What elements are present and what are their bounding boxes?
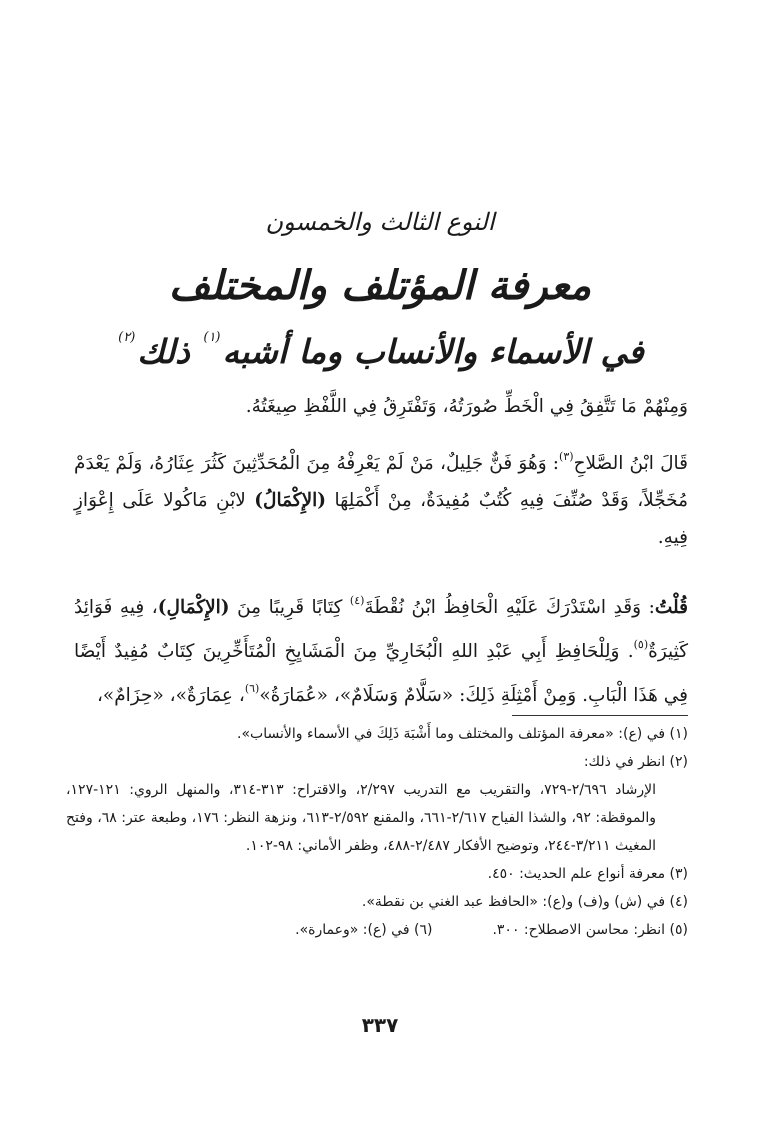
subtitle-text-a: في الأسماء والأنساب وما أشبه (222, 332, 644, 371)
footnote-3: (٣) معرفة أنواع علم الحديث: ٤٥٠. (487, 866, 688, 882)
footnote-2-body: الإرشاد ٢/٦٩٦-٧٢٩، والتقريب مع التدريب ٢/٢٩٧، والاقتراح: ٣١٣-٣١٤، والمنهل الروي: ١٢١-١٢٧، والموقظة: ٩٢، والشذا الفياح ٢/٦١٧-٦٦١، والمقنع ٢/٥٩٢-٦١٣، ونزهة النظر: ١٧٦، وطبعة عتر: ٦٨، وفتح المغيث ٣/٢١١-٢٤٤، وتوضيح الأفكار ٢/٤٨٧-٤٨٨، وظفر الأماني: ٩٨-١٠٢. (66, 782, 657, 854)
p2-text-e: ، عِمَارَةٌ»، «حِزَامٌ»، (96, 685, 245, 706)
book-title-ikmal-2: (الإِكْمَالِ) (157, 597, 230, 618)
footnote-4: (٤) في (ش) و(ف) و(ع): «الحافظ عبد الغني بن نقطة». (361, 894, 688, 910)
paragraph-qultu (74, 582, 688, 714)
chapter-title: معرفة المؤتلف والمختلف (168, 262, 592, 309)
p1-text-c: لابْنِ مَاكُولا عَلَى إِعْوَازٍ فِيهِ. (74, 490, 688, 548)
footnote-ref-6: (٦) (244, 682, 260, 695)
footnote-ref-5: (٥) (633, 638, 649, 651)
p2-text-d: . وَلِلْحَافِظِ أَبِي عَبْدِ اللهِ الْبُخَارِيِّ مِنَ الْمَشَايِخِ الْمُتَأَخِّرِينَ كِتَابٌ مُفِيدٌ أَيْضًا فِي هَذَا الْبَابِ. وَمِنْ أَمْثِلَةِ ذَلِكَ: «سَلَّامٌ وَسَلَامٌ»، «عُمَارَةُ» (74, 641, 688, 706)
book-title-ikmal: (الإِكْمَالُ) (254, 490, 327, 511)
footnote-ref-2: (٢) (118, 330, 136, 345)
subtitle-text-b: ذلك (137, 332, 190, 371)
paragraph-ibn-salah (74, 438, 688, 556)
p2-text-c: ، فِيهِ فَوَائِدُ كَثِيرَةٌ (74, 597, 688, 662)
footnote-6: (٦) في (ع): «وعمارة». (295, 922, 433, 938)
footnote-ref-4: (٤) (349, 594, 365, 607)
p1-text-a: قَالَ ابْنُ الصَّلاحِ (573, 453, 688, 474)
p2-text-b: كِتَابًا قَرِيبًا مِنَ (237, 597, 343, 618)
footnote-2-heading: (٢) انظر في ذلك: (583, 754, 688, 770)
chapter-heading: النوع الثالث والخمسون (265, 208, 495, 236)
footnote-ref-3: (٣) (559, 450, 574, 463)
footnote-1: (١) في (ع): «معرفة المؤتلف والمختلف وما أَشْبَهَ ذَلِكَ في الأسماء والأنساب». (237, 726, 688, 742)
p1-text-b: : وَهُوَ فَنٌّ جَلِيلٌ، مَنْ لَمْ يَعْرِفْهُ مِنَ الْمُحَدِّثِينَ كَثُرَ عِثَارُهُ، وَلَمْ يَعْدَمْ مُخَجِّلاً، وَقَدْ صُنِّفَ فِيهِ كُتُبٌ مُفِيدَةٌ، مِنْ أَكْمَلِهَا (74, 453, 689, 511)
p2-text-a: : وَقَدِ اسْتَدْرَكَ عَلَيْهِ الْحَافِظُ ابْنُ نُقْطَةَ (364, 597, 655, 618)
page-number: ٣٣٧ (361, 1013, 399, 1037)
footnote-5: (٥) انظر: محاسن الاصطلاح: ٣٠٠. (492, 922, 688, 938)
qultu-keyword: قُلْتُ (654, 597, 688, 618)
footnote-separator (512, 715, 688, 716)
footnotes (66, 720, 688, 944)
chapter-subtitle (0, 330, 760, 371)
footnote-row-5-6 (66, 916, 688, 944)
intro-paragraph: وَمِنْهُمْ مَا تَتَّفِقُ فِي الْخَطِّ صُورَتُهُ، وَتَفْتَرِقُ فِي اللَّفْظِ صِيغَتُهُ. (245, 396, 688, 417)
footnote-ref-1: (١) (203, 330, 221, 345)
